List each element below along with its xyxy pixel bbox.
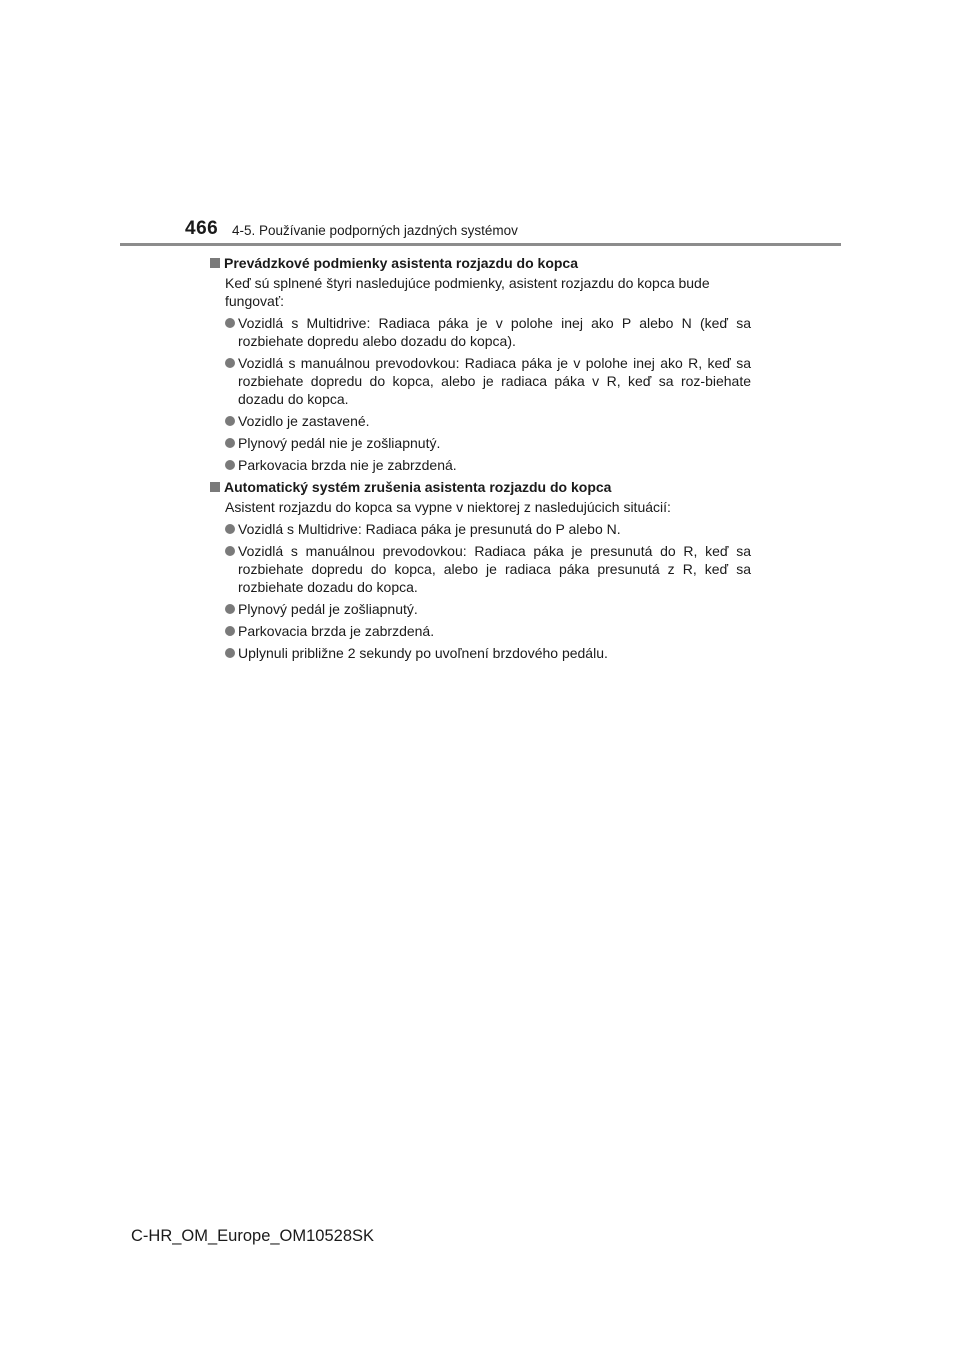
list-item (225, 456, 751, 474)
sub-heading (210, 478, 751, 496)
section-automatic-cancellation (210, 478, 751, 662)
circle-bullet-icon (225, 626, 235, 636)
list-item-text: Uplynuli približne 2 sekundy po uvoľnení brzdového pedálu. (238, 645, 608, 661)
list-item-text: Plynový pedál nie je zošliapnutý. (238, 435, 441, 451)
section-intro: Keď sú splnené štyri nasledujúce podmienky, asistent rozjazdu do kopca bude fungovať: (225, 275, 710, 309)
square-bullet-icon (210, 482, 220, 492)
square-bullet-icon (210, 258, 220, 268)
bullet-list (225, 520, 751, 662)
list-item (225, 622, 751, 640)
content (210, 254, 751, 666)
sub-heading-text: Automatický systém zrušenia asistenta rozjazdu do kopca (224, 479, 612, 495)
list-item-text: Vozidlo je zastavené. (238, 413, 370, 429)
footer-document-code: C-HR_OM_Europe_OM10528SK (131, 1227, 375, 1245)
list-item-text: Parkovacia brzda nie je zabrzdená. (238, 457, 457, 473)
circle-bullet-icon (225, 546, 235, 556)
circle-bullet-icon (225, 460, 235, 470)
circle-bullet-icon (225, 438, 235, 448)
circle-bullet-icon (225, 648, 235, 658)
list-item-text: Plynový pedál je zošliapnutý. (238, 601, 418, 617)
section-intro: Asistent rozjazdu do kopca sa vypne v niektorej z nasledujúcich situácií: (225, 499, 671, 515)
list-item-text: Vozidlá s manuálnou prevodovkou: Radiaca páka je presunutá do R, keď sa rozbiehate dopredu do kopca, alebo je radiaca páka presunutá z R, keď sa rozbiehate dozadu do kopca. (238, 543, 751, 595)
list-item (225, 314, 751, 350)
bullet-list (225, 314, 751, 474)
circle-bullet-icon (225, 358, 235, 368)
list-item-text: Parkovacia brzda je zabrzdená. (238, 623, 435, 639)
header-rule (120, 243, 841, 246)
list-item-text: Vozidlá s Multidrive: Radiaca páka je v polohe inej ako P alebo N (keď sa rozbiehate dopredu alebo dozadu do kopca). (238, 315, 751, 349)
sub-heading (210, 254, 751, 272)
page-number: 466 (185, 218, 219, 239)
list-item (225, 542, 751, 596)
circle-bullet-icon (225, 524, 235, 534)
section-operating-conditions (210, 254, 751, 474)
list-item-text: Vozidlá s Multidrive: Radiaca páka je presunutá do P alebo N. (238, 521, 621, 537)
list-item (225, 412, 751, 430)
list-item (225, 434, 751, 452)
circle-bullet-icon (225, 604, 235, 614)
circle-bullet-icon (225, 416, 235, 426)
list-item (225, 354, 751, 408)
list-item-text: Vozidlá s manuálnou prevodovkou: Radiaca páka je v polohe inej ako R, keď sa rozbiehate dopredu do kopca, alebo je radiaca páka v R, keď sa roz-biehate dozadu do kopca. (238, 355, 751, 407)
list-item (225, 600, 751, 618)
circle-bullet-icon (225, 318, 235, 328)
list-item (225, 520, 751, 538)
list-item (225, 644, 751, 662)
section-title: 4-5. Používanie podporných jazdných systémov (232, 223, 518, 238)
sub-heading-text: Prevádzkové podmienky asistenta rozjazdu do kopca (224, 255, 578, 271)
